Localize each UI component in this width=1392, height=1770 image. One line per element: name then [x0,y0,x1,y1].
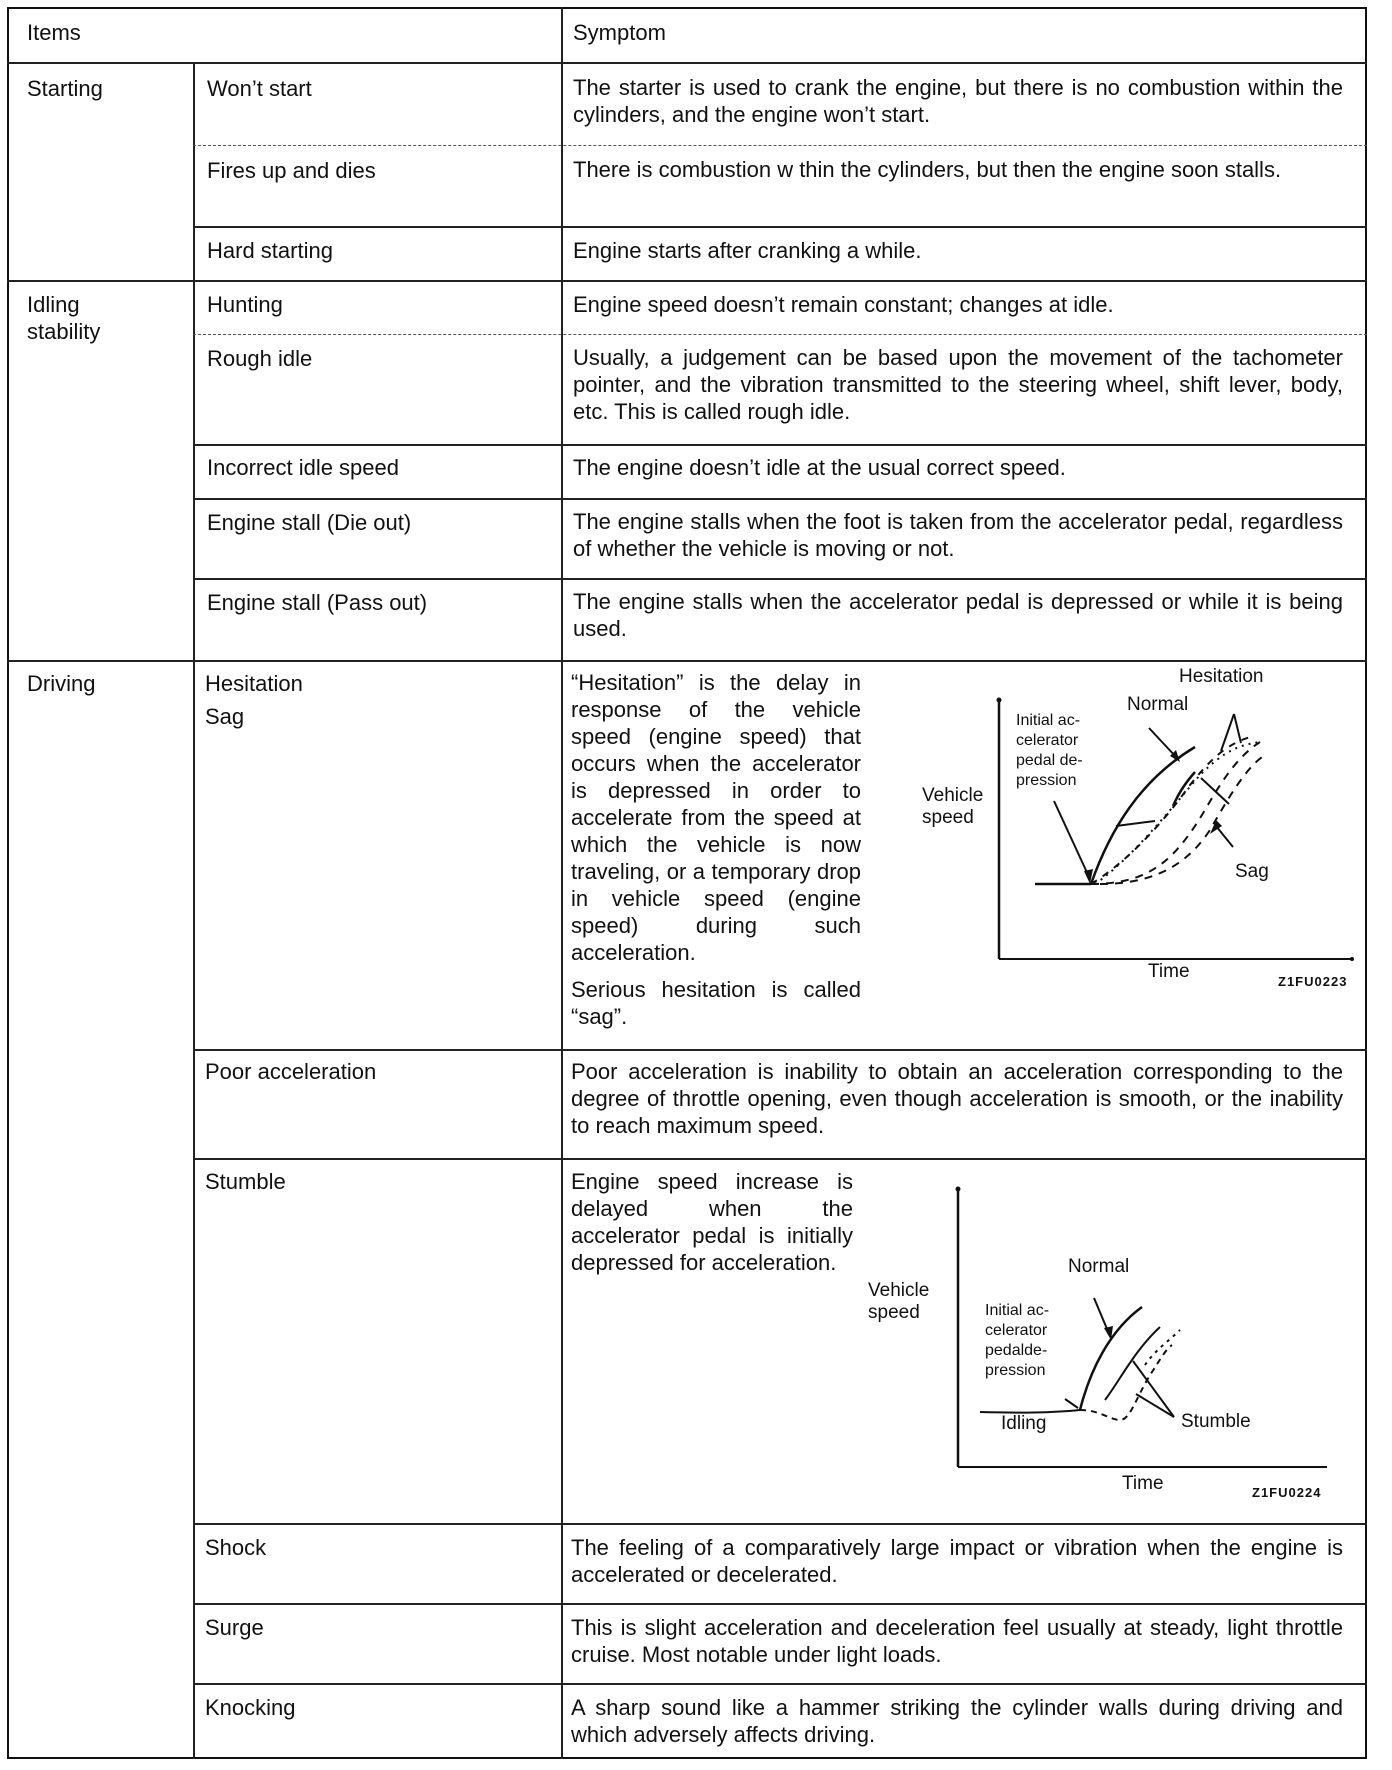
annot-normal: Normal [1068,1256,1130,1277]
item-fires-up-and-dies: Fires up and dies [207,158,376,183]
group-driving: Driving [27,671,96,696]
item-hard-starting: Hard starting [207,238,333,263]
item-stumble: Stumble [205,1169,286,1194]
item-surge: Surge [205,1615,264,1640]
ylabel-speed: speed [868,1302,920,1323]
item-hesitation: Hesitation [205,671,303,696]
item-shock: Shock [205,1535,267,1560]
symptom-surge: This is slight acceleration and deceleration feel usually at steady, light throttle cruise. Most notable under light loads. [571,1615,1343,1667]
figure-code: Z1FU0223 [1278,974,1348,989]
ylabel-vehicle: Vehicle [922,785,984,806]
symptom-stumble: Engine speed increase is delayed when the accelerator pedal is initially depressed for acceleration. [571,1169,853,1275]
symptom-engine-stall-pass-out: The engine stalls when the accelerator pedal is depressed or while it is being used. [573,589,1343,641]
annot-initial-1: Initial ac- [985,1302,1050,1319]
group-idling-stability: Idling stability [27,292,101,344]
xlabel-time: Time [1148,961,1190,982]
symptom-engine-stall-die-out: The engine stalls when the foot is taken from the accelerator pedal, regardless of whether the vehicle is moving or not. [573,509,1343,561]
item-knocking: Knocking [205,1695,296,1720]
symptom-incorrect-idle-speed: The engine doesn’t idle at the usual correct speed. [573,455,1066,480]
annot-stumble: Stumble [1181,1411,1251,1432]
annot-normal: Normal [1127,694,1189,715]
annot-initial-3: pedal de- [1016,752,1083,769]
ylabel-speed: speed [922,807,974,828]
symptom-hard-starting: Engine starts after cranking a while. [573,238,922,263]
annot-initial-4: pression [1016,772,1077,789]
symptom-hesitation: “Hesitation” is the delay in response of the vehicle speed (engine speed) that occurs when the accelerator is depressed in order to accelerate from the speed at which the vehicle is now traveling, or a temporary drop in vehicle speed (engine speed) during such acceleration. [571,670,861,965]
ylabel-vehicle: Vehicle [868,1280,930,1301]
symptom-wont-start: The starter is used to crank the engine, but there is no combustion within the cylinders, and the engine won’t start. [573,75,1343,127]
group-starting: Starting [27,76,103,101]
item-wont-start: Won’t start [207,76,312,101]
symptom-hunting: Engine speed doesn’t remain constant; changes at idle. [573,292,1114,317]
symptom-sag: Serious hesitation is called “sag”. [571,977,861,1029]
figure-code: Z1FU0224 [1252,1485,1322,1500]
annot-idling: Idling [1001,1413,1047,1434]
xlabel-time: Time [1122,1473,1164,1494]
annot-hesitation: Hesitation [1179,666,1264,687]
header-symptom: Symptom [573,20,666,45]
item-hunting: Hunting [207,292,283,317]
item-engine-stall-die-out: Engine stall (Die out) [207,510,412,535]
symptom-shock: The feeling of a comparatively large impact or vibration when the engine is accelerated or decelerated. [571,1535,1343,1587]
item-sag: Sag [205,704,245,729]
symptom-poor-acceleration: Poor acceleration is inability to obtain an acceleration corresponding to the degree of throttle opening, even though acceleration is smooth, or the inability to reach maximum speed. [571,1059,1343,1138]
annot-initial-3: pedalde- [985,1342,1048,1359]
annot-initial-1: Initial ac- [1016,712,1081,729]
item-poor-acceleration: Poor acceleration [205,1059,377,1084]
annot-sag: Sag [1235,861,1269,882]
item-rough-idle: Rough idle [207,346,313,371]
symptom-rough-idle: Usually, a judgement can be based upon the movement of the tachometer pointer, and the vibration transmitted to the steering wheel, shift lever, body, etc. This is called rough idle. [573,345,1343,424]
item-engine-stall-pass-out: Engine stall (Pass out) [207,590,428,615]
header-items: Items [27,20,81,45]
symptom-knocking: A sharp sound like a hammer striking the cylinder walls during driving and which adversely affects driving. [571,1695,1343,1747]
symptom-fires-up-and-dies: There is combustion w thin the cylinders, but then the engine soon stalls. [573,157,1282,182]
annot-initial-4: pression [985,1362,1046,1379]
annot-initial-2: celerator [1016,732,1079,749]
annot-initial-2: celerator [985,1322,1048,1339]
item-incorrect-idle-speed: Incorrect idle speed [207,455,399,480]
